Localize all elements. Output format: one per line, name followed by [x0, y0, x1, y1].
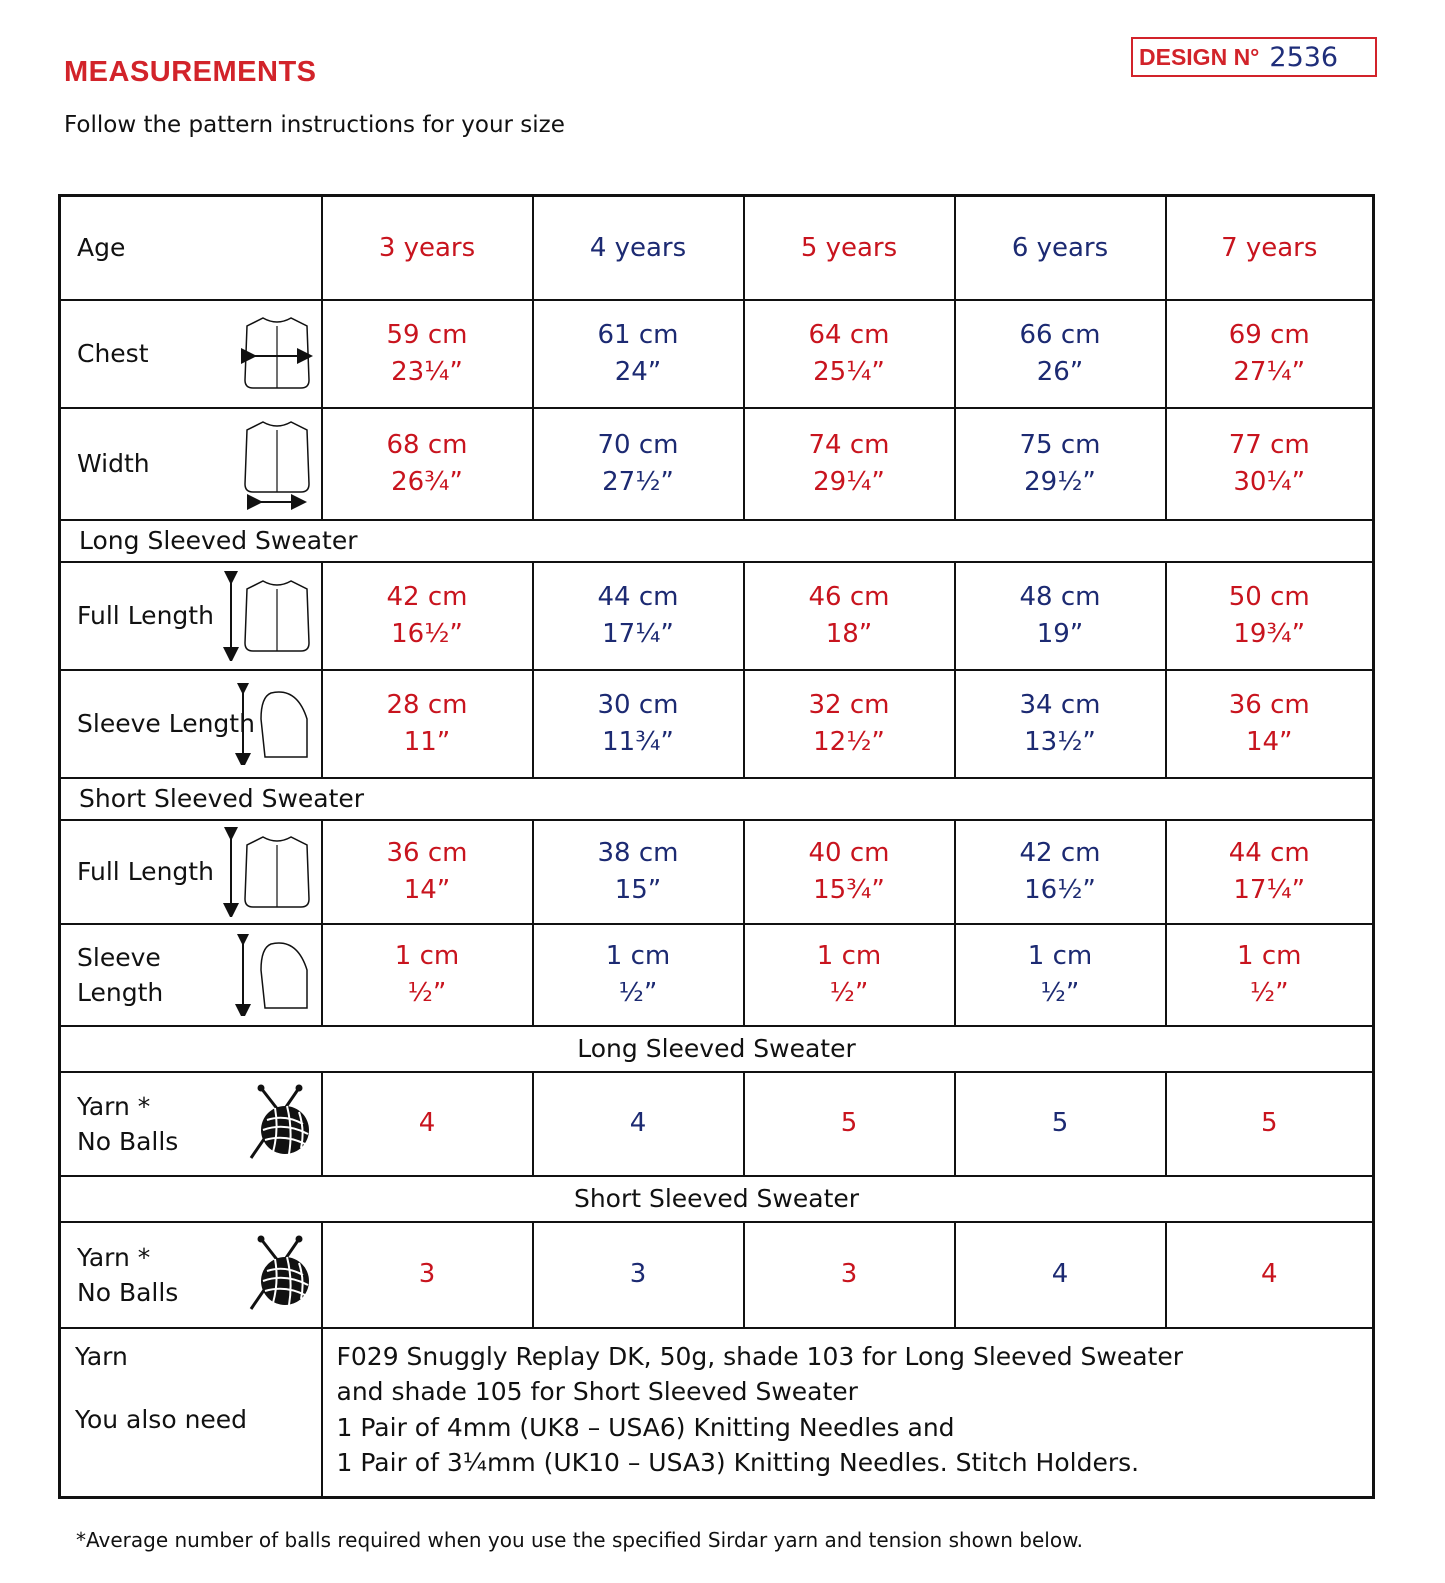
width-value: 77 cm 30¼”	[1166, 408, 1374, 520]
yarn-balls-value: 5	[1166, 1072, 1374, 1176]
width-value: 70 cm 27½”	[533, 408, 744, 520]
sleeve-length-value: 1 cm ½”	[533, 924, 744, 1026]
sleeve-length-value: 34 cm 13½”	[955, 670, 1166, 778]
full-length-value: 36 cm 14”	[322, 820, 533, 924]
sleeve-length-value: 30 cm 11¾”	[533, 670, 744, 778]
chest-value: 66 cm 26”	[955, 300, 1166, 408]
full-length-value: 44 cm 17¼”	[1166, 820, 1374, 924]
sleeve-length-value: 1 cm ½”	[322, 924, 533, 1026]
yarn-balls-value: 5	[744, 1072, 955, 1176]
full-length-value: 42 cm 16½”	[955, 820, 1166, 924]
sleeve-length-value: 1 cm ½”	[1166, 924, 1374, 1026]
sleeve-length-label: Sleeve Length	[60, 924, 322, 1026]
full-length-value: 38 cm 15”	[533, 820, 744, 924]
chest-value: 59 cm 23¼”	[322, 300, 533, 408]
age-value: 4 years	[533, 196, 744, 300]
measurements-table	[58, 194, 1375, 1499]
sleeve-length-value: 1 cm ½”	[955, 924, 1166, 1026]
age-row	[60, 196, 1374, 300]
yarn-balls-value: 4	[533, 1072, 744, 1176]
yarn-ball-icon	[245, 1084, 315, 1164]
sweater-length-icon	[223, 827, 315, 917]
footnote: *Average number of balls required when you use the specified Sirdar yarn and tension shown below.	[76, 1528, 1083, 1552]
section-row	[60, 778, 1374, 820]
sleeve-length-value: 32 cm 12½”	[744, 670, 955, 778]
yarn-balls-value: 5	[955, 1072, 1166, 1176]
materials-details	[322, 1328, 1374, 1498]
width-value: 74 cm 29¼”	[744, 408, 955, 520]
sleeve-length-value: 1 cm ½”	[744, 924, 955, 1026]
age-value: 7 years	[1166, 196, 1374, 300]
short-sleeve-length-row	[60, 924, 1374, 1026]
yarn-detail: F029 Snuggly Replay DK, 50g, shade 103 for Long Sleeved Sweater	[336, 1341, 1184, 1371]
section-row	[60, 1176, 1374, 1222]
width-label: Width	[60, 408, 322, 520]
sleeve-length-icon	[235, 683, 315, 765]
chest-value: 69 cm 27¼”	[1166, 300, 1374, 408]
full-length-label: Full Length	[60, 820, 322, 924]
chest-value: 64 cm 25¼”	[744, 300, 955, 408]
full-length-value: 48 cm 19”	[955, 562, 1166, 670]
yarn-balls-label: Yarn * No Balls	[60, 1072, 322, 1176]
design-number: 2536	[1269, 41, 1339, 73]
full-length-value: 50 cm 19¾”	[1166, 562, 1374, 670]
sweater-length-icon	[223, 571, 315, 661]
age-value: 3 years	[322, 196, 533, 300]
yarn-detail: and shade 105 for Short Sleeved Sweater	[336, 1377, 858, 1406]
page-title: MEASUREMENTS	[64, 56, 317, 88]
yarn-short-row	[60, 1222, 1374, 1328]
chest-label: Chest	[60, 300, 322, 408]
sleeve-length-label: Sleeve Length	[60, 670, 322, 778]
sleeve-length-value: 36 cm 14”	[1166, 670, 1374, 778]
short-full-length-row	[60, 820, 1374, 924]
section-row	[60, 520, 1374, 562]
yarn-section-heading-short: Short Sleeved Sweater	[60, 1176, 1374, 1222]
age-label: Age	[60, 196, 322, 300]
yarn-balls-value: 3	[322, 1222, 533, 1328]
section-heading-short-sleeved: Short Sleeved Sweater	[60, 778, 1374, 820]
full-length-value: 42 cm 16½”	[322, 562, 533, 670]
design-label: DESIGN N°	[1139, 43, 1260, 70]
sleeve-length-icon	[235, 934, 315, 1016]
sweater-chest-icon	[241, 314, 315, 394]
you-also-need-label: You also need	[75, 1405, 248, 1434]
width-row	[60, 408, 1374, 520]
yarn-balls-value: 4	[955, 1222, 1166, 1328]
width-value: 75 cm 29½”	[955, 408, 1166, 520]
chest-value: 61 cm 24”	[533, 300, 744, 408]
needles-detail: 1 Pair of 4mm (UK8 – USA6) Knitting Needles and	[336, 1412, 955, 1442]
yarn-balls-value: 4	[322, 1072, 533, 1176]
page-subtitle: Follow the pattern instructions for your size	[64, 112, 565, 138]
yarn-long-row	[60, 1072, 1374, 1176]
yarn-ball-icon	[245, 1235, 315, 1315]
yarn-balls-value: 4	[1166, 1222, 1374, 1328]
long-sleeve-length-row	[60, 670, 1374, 778]
materials-labels	[60, 1328, 322, 1498]
yarn-section-heading-long: Long Sleeved Sweater	[60, 1026, 1374, 1072]
section-heading-long-sleeved: Long Sleeved Sweater	[60, 520, 1374, 562]
long-full-length-row	[60, 562, 1374, 670]
sweater-width-icon	[241, 418, 315, 510]
full-length-value: 46 cm 18”	[744, 562, 955, 670]
age-value: 6 years	[955, 196, 1166, 300]
yarn-balls-value: 3	[744, 1222, 955, 1328]
yarn-label: Yarn	[75, 1341, 128, 1371]
sleeve-length-value: 28 cm 11”	[322, 670, 533, 778]
materials-row	[60, 1328, 1374, 1498]
full-length-value: 44 cm 17¼”	[533, 562, 744, 670]
chest-row	[60, 300, 1374, 408]
full-length-value: 40 cm 15¾”	[744, 820, 955, 924]
yarn-balls-label: Yarn * No Balls	[60, 1222, 322, 1328]
section-row	[60, 1026, 1374, 1072]
width-value: 68 cm 26¾”	[322, 408, 533, 520]
needles-detail: 1 Pair of 3¼mm (UK10 – USA3) Knitting Needles. Stitch Holders.	[336, 1448, 1140, 1477]
yarn-balls-value: 3	[533, 1222, 744, 1328]
age-value: 5 years	[744, 196, 955, 300]
full-length-label: Full Length	[60, 562, 322, 670]
design-number-box	[1131, 37, 1377, 77]
